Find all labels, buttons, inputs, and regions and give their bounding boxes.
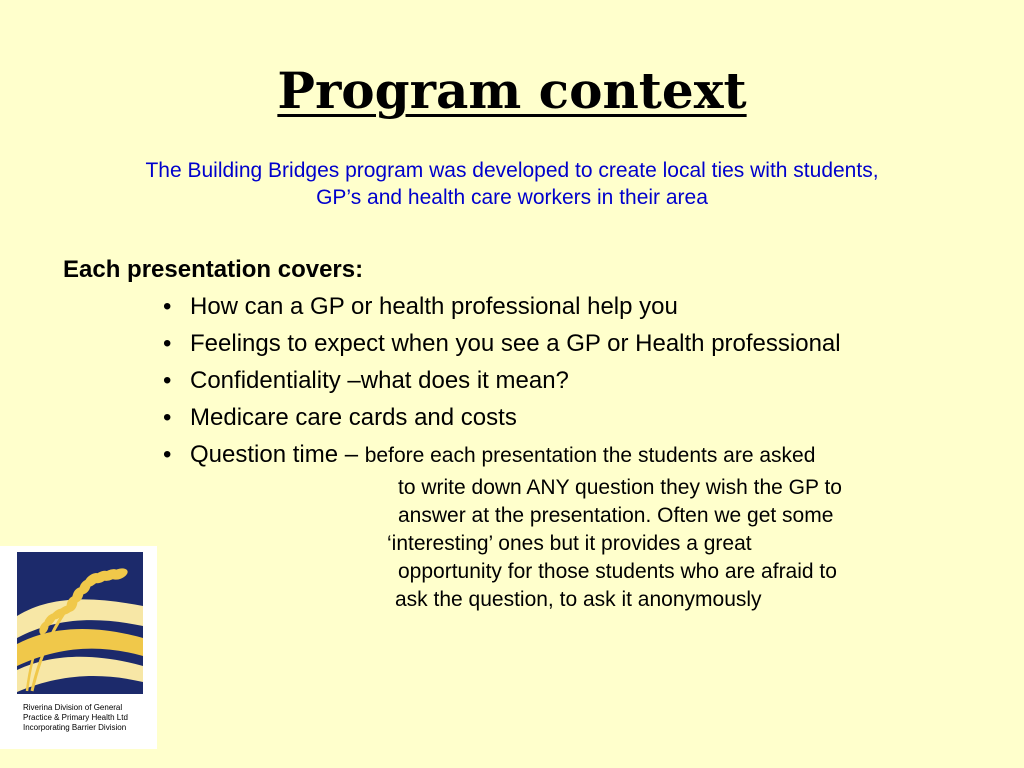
bullet-dot: • [163, 330, 172, 357]
logo-caption-line: Riverina Division of General [23, 703, 123, 712]
continuation-line: opportunity for those students who are afraid to [398, 560, 837, 583]
bullet-text: Confidentiality –what does it mean? [190, 367, 569, 394]
bullet-list [163, 292, 1003, 478]
bullet-text: How can a GP or health professional help you [190, 293, 678, 320]
question-time-continuation [387, 474, 987, 614]
section-heading: Each presentation covers: [63, 256, 364, 283]
bullet-item [163, 292, 1003, 321]
bullet-item [163, 329, 1003, 358]
bullet-dot: • [163, 293, 172, 320]
question-time-lead: Question time – [190, 441, 365, 468]
logo-caption [23, 703, 153, 733]
question-time-detail: before each presentation the students are asked [364, 444, 816, 467]
continuation-line: ask the question, to ask it anonymously [395, 588, 762, 611]
slide-title: Program context [277, 61, 747, 120]
subtitle-line: The Building Bridges program was developed to create local ties with students, [145, 159, 879, 182]
slide-subtitle [40, 157, 984, 211]
logo-caption-line: Incorporating Barrier Division [23, 723, 127, 732]
bullet-text: Feelings to expect when you see a GP or Health professional [190, 330, 841, 357]
subtitle-line: GP’s and health care workers in their area [316, 186, 708, 209]
bullet-dot: • [163, 367, 172, 394]
continuation-line: answer at the presentation. Often we get some [398, 504, 834, 527]
bullet-dot: • [163, 441, 172, 468]
bullet-item [163, 366, 1003, 395]
continuation-line: to write down ANY question they wish the GP to [398, 476, 842, 499]
continuation-line: ‘interesting’ ones but it provides a great [387, 532, 752, 555]
bullet-item [163, 403, 1003, 432]
logo-caption-line: Practice & Primary Health Ltd [23, 713, 128, 722]
bullet-text: Medicare care cards and costs [190, 404, 517, 431]
question-time-first-line [190, 440, 815, 470]
bullet-dot: • [163, 404, 172, 431]
bullet-item-question-time [163, 440, 1003, 470]
